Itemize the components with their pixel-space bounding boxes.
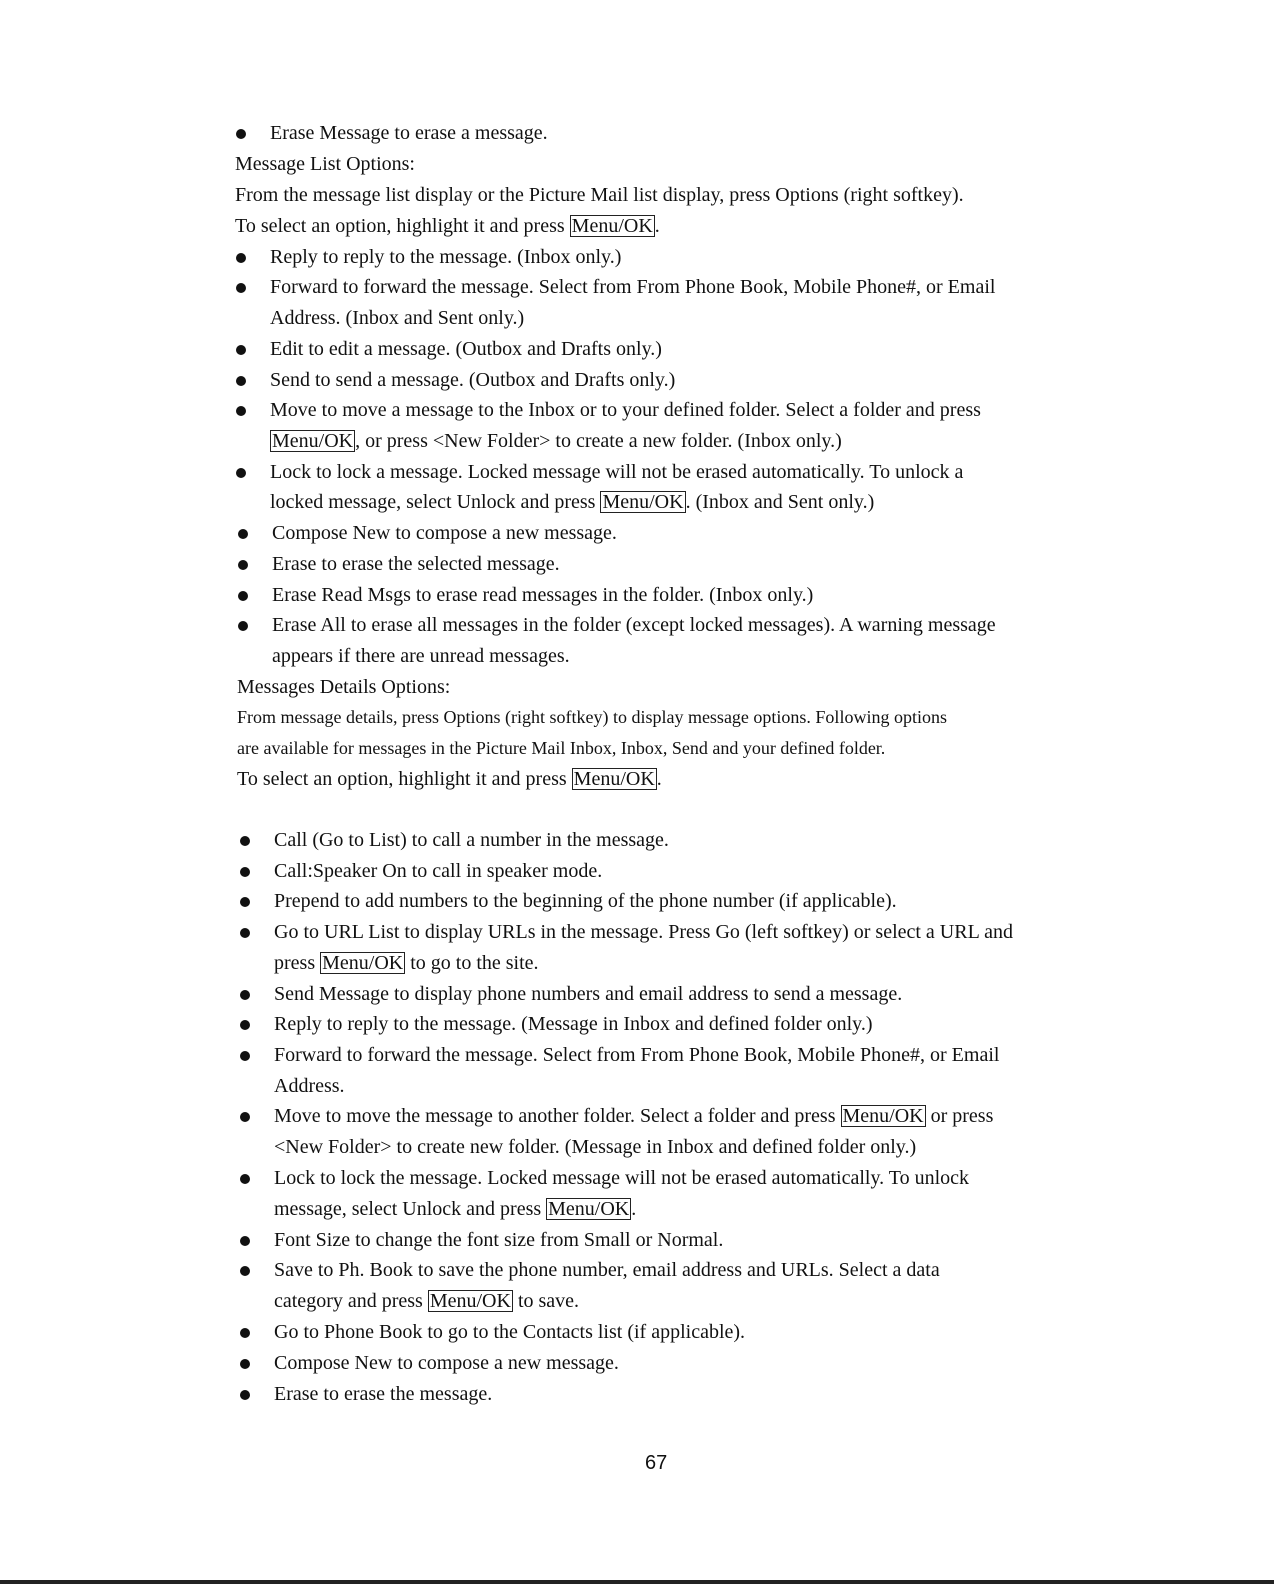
- line-text: From message details, press Options (right softkey) to display message options. Following options: [237, 707, 947, 727]
- line-text: . (Inbox and Sent only.): [685, 491, 875, 513]
- line-text: Address.: [274, 1075, 345, 1097]
- line-text: or press: [925, 1105, 994, 1127]
- line-text: Move to move a message to the Inbox or to your defined folder. Select a folder and press: [270, 399, 981, 421]
- text-line: [237, 705, 947, 729]
- bullet-line: [274, 1166, 969, 1190]
- line-text: category and press: [274, 1290, 428, 1312]
- text-line: [270, 306, 524, 330]
- menu-ok-key-label: Menu/OK: [548, 1198, 630, 1220]
- text-line: [274, 1074, 345, 1098]
- page-number: 67: [645, 1452, 668, 1474]
- line-text: .: [656, 768, 662, 790]
- bullet-line: [272, 521, 617, 545]
- text-line: [270, 429, 842, 453]
- line-text: Edit to edit a message. (Outbox and Drafts only.): [270, 338, 662, 360]
- line-text: message, select Unlock and press: [274, 1198, 547, 1220]
- line-text: To select an option, highlight it and press: [235, 215, 570, 237]
- bullet-line: [274, 1228, 723, 1252]
- menu-ok-key-label: Menu/OK: [571, 215, 653, 237]
- line-text: .: [654, 215, 660, 237]
- text-line: [235, 183, 964, 207]
- bullet-icon: [238, 591, 248, 601]
- line-text: Move to move the message to another folder. Select a folder and press: [274, 1105, 841, 1127]
- line-text: Compose New to compose a new message.: [274, 1352, 619, 1374]
- bullet-icon: [240, 836, 250, 846]
- bullet-icon: [240, 897, 250, 907]
- bullet-line: [270, 337, 662, 361]
- line-text: Messages Details Options:: [237, 676, 451, 698]
- line-text: .: [631, 1198, 637, 1220]
- bullet-line: [272, 583, 813, 607]
- text-line: [270, 490, 874, 514]
- menu-ok-key-label: Menu/OK: [272, 430, 354, 452]
- line-text: Call (Go to List) to call a number in the message.: [274, 829, 669, 851]
- line-text: From the message list display or the Picture Mail list display, press Options (right softkey).: [235, 184, 964, 206]
- line-text: to save.: [512, 1290, 580, 1312]
- line-text: <New Folder> to create new folder. (Message in Inbox and defined folder only.): [274, 1136, 917, 1158]
- bullet-icon: [238, 560, 248, 570]
- bullet-icon: [240, 1266, 250, 1276]
- bullet-icon: [236, 468, 246, 478]
- bullet-icon: [236, 253, 246, 263]
- text-line: [237, 767, 662, 791]
- line-text: Font Size to change the font size from Small or Normal.: [274, 1229, 724, 1251]
- bullet-line: [274, 920, 1013, 944]
- bullet-icon: [240, 928, 250, 938]
- bullet-icon: [240, 867, 250, 877]
- text-line: [274, 951, 539, 975]
- bullet-icon: [240, 990, 250, 1000]
- bullet-line: [274, 889, 897, 913]
- bullet-line: [274, 828, 669, 852]
- line-text: Prepend to add numbers to the beginning of the phone number (if applicable).: [274, 890, 897, 912]
- line-text: Reply to reply to the message. (Inbox only.): [270, 246, 622, 268]
- line-text: Erase All to erase all messages in the folder (except locked messages). A warning message: [272, 614, 996, 636]
- line-text: are available for messages in the Picture Mail Inbox, Inbox, Send and your defined folder.: [237, 738, 886, 758]
- bullet-icon: [240, 1020, 250, 1030]
- line-text: Message List Options:: [235, 153, 415, 175]
- menu-ok-key-label: Menu/OK: [322, 952, 404, 974]
- line-text: Call:Speaker On to call in speaker mode.: [274, 860, 603, 882]
- line-text: Send Message to display phone numbers and email address to send a message.: [274, 983, 903, 1005]
- text-line: [274, 1289, 579, 1313]
- text-line: [274, 1197, 636, 1221]
- text-line: [235, 152, 415, 176]
- menu-ok-key-label: Menu/OK: [429, 1290, 511, 1312]
- bullet-icon: [236, 345, 246, 355]
- bottom-rule: [0, 1580, 1274, 1584]
- menu-ok-key-label: Menu/OK: [842, 1105, 924, 1127]
- bullet-icon: [240, 1390, 250, 1400]
- bullet-line: [270, 368, 675, 392]
- bullet-icon: [240, 1236, 250, 1246]
- line-text: Compose New to compose a new message.: [272, 522, 617, 544]
- menu-ok-key-label: Menu/OK: [573, 768, 655, 790]
- bullet-line: [274, 859, 602, 883]
- line-text: Forward to forward the message. Select from From Phone Book, Mobile Phone#, or Email: [270, 276, 996, 298]
- line-text: Send to send a message. (Outbox and Drafts only.): [270, 369, 676, 391]
- line-text: Go to URL List to display URLs in the message. Press Go (left softkey) or select a URL and: [274, 921, 1013, 943]
- bullet-icon: [236, 406, 246, 416]
- bullet-line: [272, 613, 996, 637]
- bullet-line: [270, 245, 621, 269]
- line-text: To select an option, highlight it and press: [237, 768, 572, 790]
- text-line: [272, 644, 570, 668]
- bullet-line: [274, 1012, 873, 1036]
- text-line: [237, 736, 885, 760]
- text-line: [274, 1135, 916, 1159]
- line-text: Address. (Inbox and Sent only.): [270, 307, 525, 329]
- line-text: Erase Read Msgs to erase read messages in the folder. (Inbox only.): [272, 584, 814, 606]
- bullet-icon: [240, 1328, 250, 1338]
- bullet-icon: [238, 621, 248, 631]
- bullet-line: [270, 460, 963, 484]
- bullet-icon: [236, 129, 246, 139]
- bullet-line: [274, 1320, 745, 1344]
- bullet-icon: [240, 1359, 250, 1369]
- line-text: Erase Message to erase a message.: [270, 122, 548, 144]
- line-text: , or press <New Folder> to create a new folder. (Inbox only.): [355, 430, 842, 452]
- bullet-line: [274, 1104, 993, 1128]
- bullet-line: [270, 275, 995, 299]
- bullet-icon: [238, 529, 248, 539]
- line-text: Lock to lock the message. Locked message will not be erased automatically. To unlock: [274, 1167, 970, 1189]
- line-text: Go to Phone Book to go to the Contacts list (if applicable).: [274, 1321, 746, 1343]
- line-text: locked message, select Unlock and press: [270, 491, 601, 513]
- line-text: press: [274, 952, 321, 974]
- bullet-line: [274, 1351, 619, 1375]
- menu-ok-key-label: Menu/OK: [602, 491, 684, 513]
- bullet-icon: [236, 376, 246, 386]
- line-text: Save to Ph. Book to save the phone number, email address and URLs. Select a data: [274, 1259, 940, 1281]
- line-text: Forward to forward the message. Select from From Phone Book, Mobile Phone#, or Email: [274, 1044, 1000, 1066]
- line-text: Reply to reply to the message. (Message in Inbox and defined folder only.): [274, 1013, 873, 1035]
- line-text: appears if there are unread messages.: [272, 645, 570, 667]
- bullet-line: [270, 121, 548, 145]
- bullet-line: [274, 1258, 940, 1282]
- bullet-icon: [236, 283, 246, 293]
- line-text: to go to the site.: [405, 952, 539, 974]
- bullet-icon: [240, 1174, 250, 1184]
- bullet-line: [274, 1043, 999, 1067]
- line-text: Erase to erase the selected message.: [272, 553, 560, 575]
- bullet-line: [274, 982, 902, 1006]
- line-text: Lock to lock a message. Locked message will not be erased automatically. To unlock a: [270, 461, 964, 483]
- bullet-icon: [240, 1112, 250, 1122]
- bullet-line: [274, 1382, 492, 1406]
- line-text: Erase to erase the message.: [274, 1383, 493, 1405]
- bullet-icon: [240, 1051, 250, 1061]
- bullet-line: [270, 398, 981, 422]
- text-line: [237, 675, 450, 699]
- bullet-line: [272, 552, 560, 576]
- text-line: [235, 214, 660, 238]
